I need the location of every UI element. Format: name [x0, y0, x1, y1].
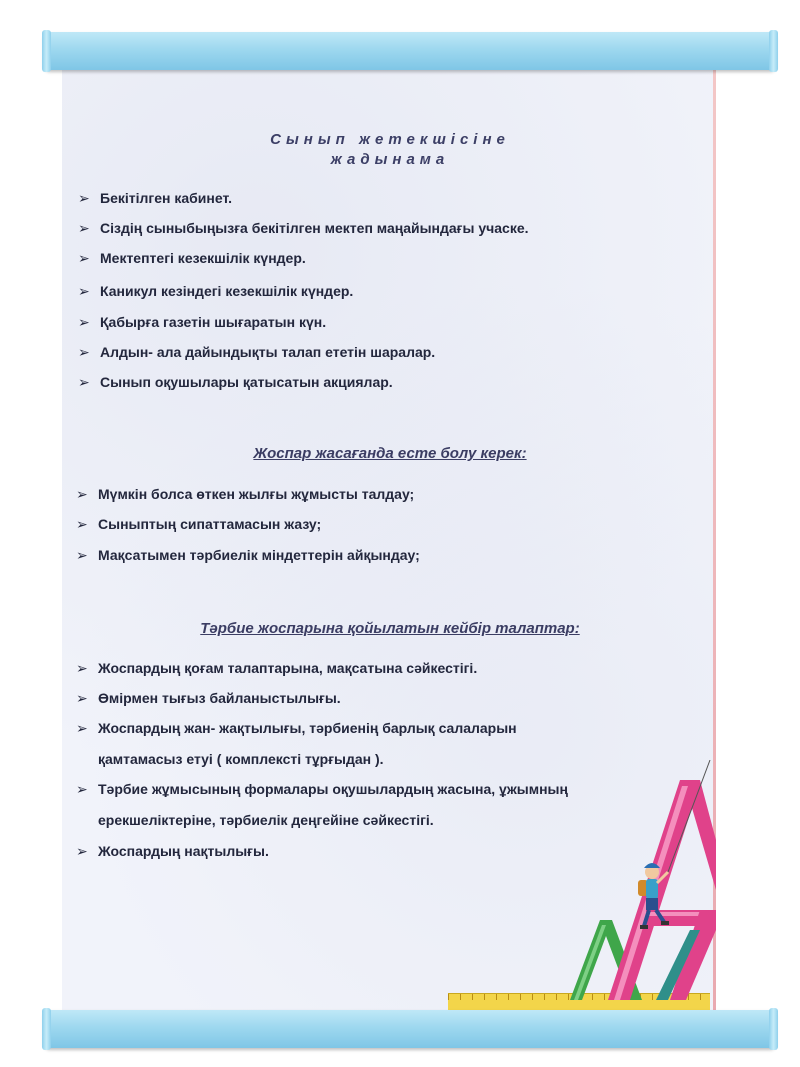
- list-item: ➢ Мақсатымен тәрбиелік міндеттерін айқындау;: [76, 547, 420, 563]
- bullet-icon: ➢: [76, 781, 88, 797]
- bullet-icon: ➢: [76, 516, 88, 532]
- bullet-icon: ➢: [78, 220, 90, 236]
- list-item: ➢ Өмірмен тығыз байланыстылығы.: [76, 690, 341, 706]
- list-item-continuation: қамтамасыз етуі ( комплексті тұрғыдан ).: [98, 751, 384, 767]
- title-line-2: жадынама: [330, 151, 450, 168]
- bullet-icon: ➢: [78, 250, 90, 266]
- list-item: ➢ Сынып оқушылары қатысатын акциялар.: [78, 374, 393, 390]
- bullet-icon: ➢: [78, 374, 90, 390]
- bullet-icon: ➢: [78, 283, 90, 299]
- pink-letter-icon: [608, 780, 716, 1000]
- list-item: ➢ Каникул кезіндегі кезекшілік күндер.: [78, 283, 354, 299]
- bullet-icon: ➢: [78, 190, 90, 206]
- bullet-icon: ➢: [76, 690, 88, 706]
- title-line-1: Сынып жетекшісіне: [270, 131, 510, 148]
- section-heading-requirements: Тәрбие жоспарына қойылатын кейбір талаптар:: [200, 620, 580, 637]
- list-item: ➢ Тәрбие жұмысының формалары оқушылардың жасына, ұжымның: [76, 781, 568, 797]
- list-item: ➢ Мектептегі кезекшілік күндер.: [78, 250, 306, 266]
- bullet-icon: ➢: [76, 843, 88, 859]
- list-item-continuation: ерекшеліктеріне, тәрбиелік деңгейіне сәйкестігі.: [98, 812, 434, 828]
- bullet-icon: ➢: [78, 344, 90, 360]
- list-item: ➢ Қабырға газетін шығаратын күн.: [78, 314, 327, 330]
- scroll-roll-bottom: [44, 1010, 776, 1048]
- list-item: ➢ Бекітілген кабинет.: [78, 190, 232, 206]
- climbing-letters-illustration: [560, 760, 716, 1010]
- section-heading-plan: Жоспар жасағанда есте болу керек:: [253, 445, 527, 462]
- list-item: ➢ Сіздің сыныбыңызға бекітілген мектеп маңайындағы учаске.: [78, 220, 529, 236]
- list-item: ➢ Жоспардың қоғам талаптарына, мақсатына сәйкестігі.: [76, 660, 478, 676]
- bullet-icon: ➢: [78, 314, 90, 330]
- bullet-icon: ➢: [76, 660, 88, 676]
- list-item: ➢ Сыныптың сипаттамасын жазу;: [76, 516, 322, 532]
- list-item: ➢ Жоспардың жан- жақтылығы, тәрбиенің барлық салаларын: [76, 720, 517, 736]
- scroll-roll-top: [44, 32, 776, 70]
- list-item: ➢ Алдын- ала дайындықты талап ететін шаралар.: [78, 344, 436, 360]
- bullet-icon: ➢: [76, 486, 88, 502]
- list-item: ➢ Мүмкін болса өткен жылғы жұмысты талдау;: [76, 486, 415, 502]
- bullet-icon: ➢: [76, 720, 88, 736]
- list-item: ➢ Жоспардың нақтылығы.: [76, 843, 269, 859]
- bullet-icon: ➢: [76, 547, 88, 563]
